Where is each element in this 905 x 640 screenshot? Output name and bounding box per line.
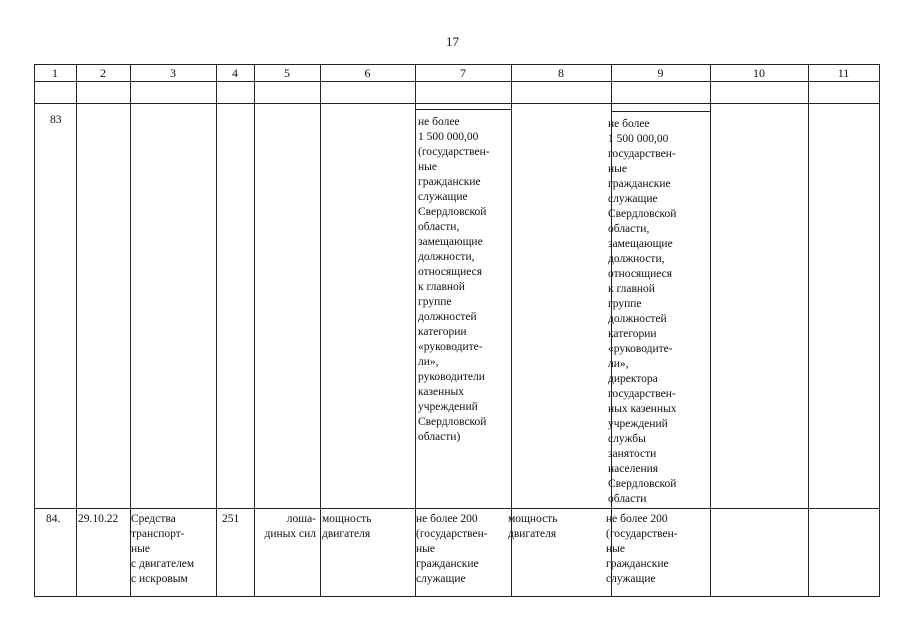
row-84-okei-name: лоша- диных сил [264,513,316,540]
column-header-2: 2 [100,66,106,80]
row-84-name: Средства транспорт- ные с двигателем с искровым [131,513,195,585]
col-border-9 [710,64,711,596]
page-number: 17 [446,34,459,49]
col-border-0 [34,64,35,596]
col-border-11 [879,64,880,596]
col7-inner-border [415,109,511,110]
row-84-okei-code: 251 [222,513,240,525]
column-header-5: 5 [284,66,290,80]
row-83-number: 83 [50,114,62,126]
row-84-col7: не более 200 (государствен- ные гражданские служащие [416,513,488,585]
column-header-6: 6 [364,66,371,80]
column-header-9: 9 [657,66,664,80]
col9-inner-border [611,111,710,112]
col-border-10 [808,64,809,596]
column-header-7: 7 [460,66,466,80]
col-border-5 [320,64,321,596]
row-84-number: 84. [46,513,61,525]
col-border-3 [216,64,217,596]
header-bottom-border [34,81,880,82]
table-bottom-border [34,596,880,597]
row-84-col9: не более 200 (государствен- ные гражданские служащие [606,513,678,585]
row-84-col8: мощность двигателя [508,513,558,540]
row84-top-border [34,508,880,509]
row-84-code: 29.10.22 [78,513,119,525]
column-header-10: 10 [753,66,765,80]
row-83-col9: не более 1 500 000,00 государствен- ные гражданские служащие Свердловской области, замещающие должности, относящиеся к главной группе должностей категории «руководите- ли», директора государствен- ных казенных учреждений службы занятости населения Свердловской области [608,118,677,505]
row-83-col7: не более 1 500 000,00 (государствен- ные гражданские служащие Свердловской области, замещающие должности, относящиеся к главной группе должностей категории «руководите- ли», руководители казенных учреждений Свердловской области) [418,116,490,443]
column-header-1: 1 [52,66,58,80]
spacer-row-border [34,103,880,104]
row-84-col6: мощность двигателя [322,513,372,540]
col-border-4 [254,64,255,596]
column-header-4: 4 [232,66,238,80]
column-header-3: 3 [170,66,176,80]
column-header-8: 8 [558,66,564,80]
column-header-11: 11 [837,66,850,80]
col-border-1 [76,64,77,596]
